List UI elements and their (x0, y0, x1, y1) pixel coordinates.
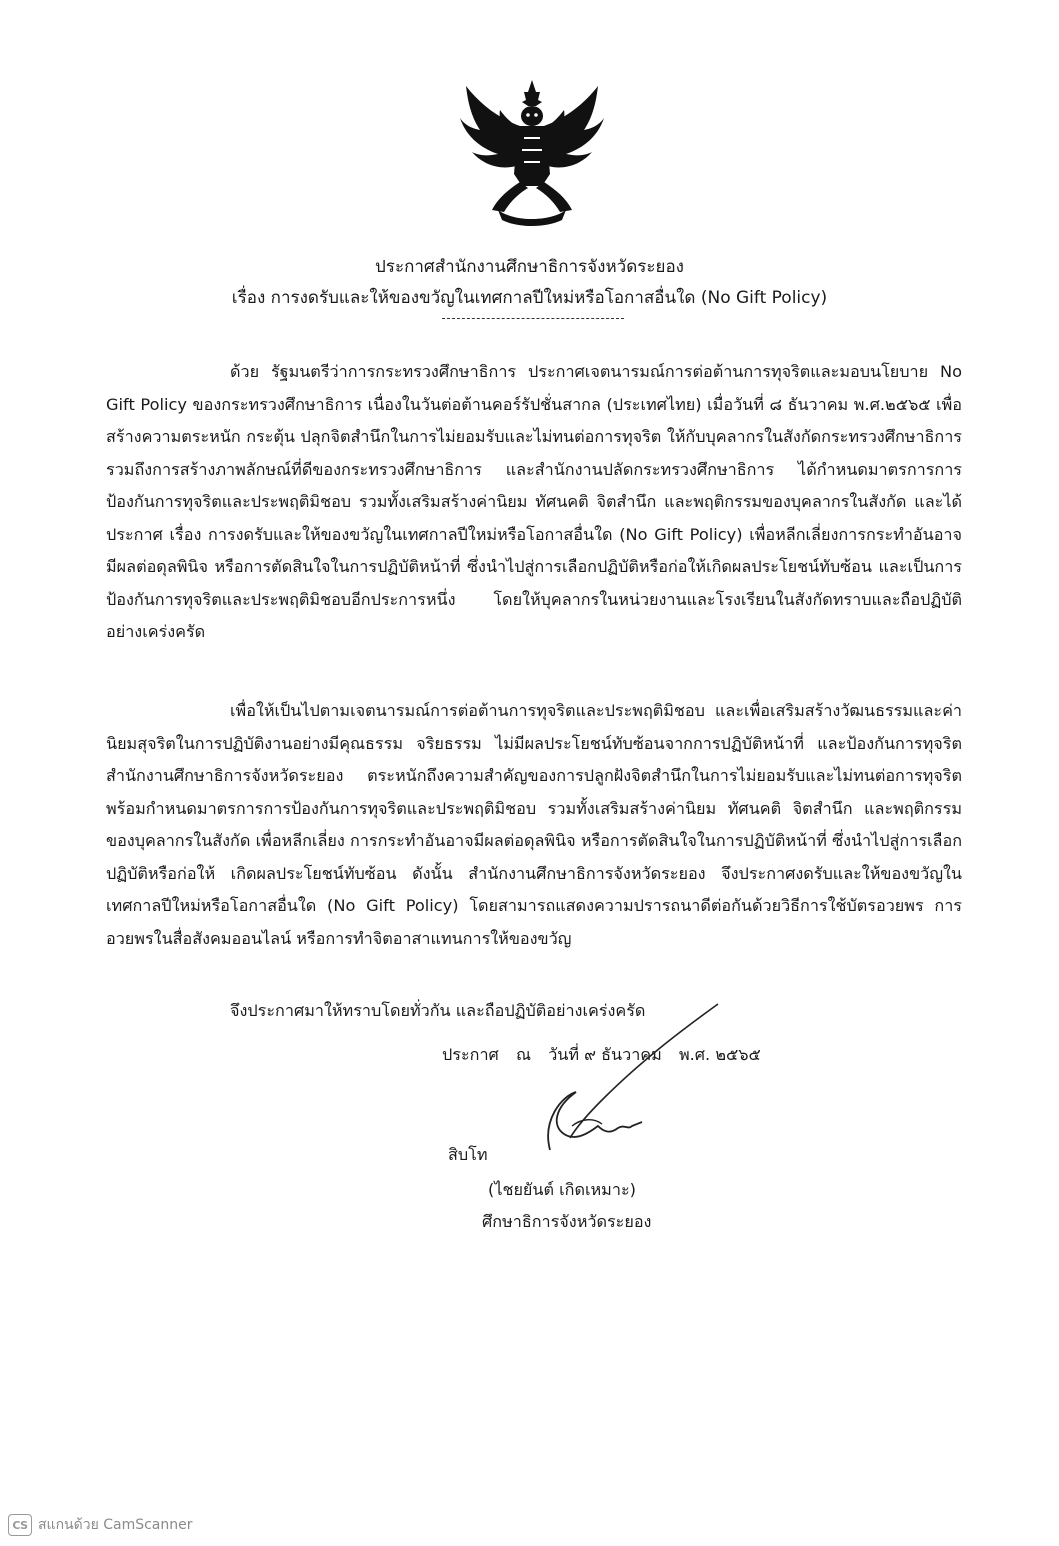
camscanner-watermark (8, 1512, 193, 1538)
dateline-year: พ.ศ. ๒๕๖๕ (678, 1045, 761, 1064)
signatory-name: (ไชยยันต์ เกิดเหมาะ) (488, 1180, 636, 1199)
dateline-day: วันที่ ๙ ธันวาคม (548, 1045, 662, 1064)
signatory-rank: สิบโท (448, 1145, 488, 1164)
body-paragraph-1: ด้วย รัฐมนตรีว่าการกระทรวงศึกษาธิการ ประกาศเจตนารมณ์การต่อต้านการทุจริตและมอบนโยบาย No Gift Policy ของกระทรวงศึกษาธิการ เนื่องในวันต่อต้านคอร์รัปชั่นสากล (ประเทศไทย) เมื่อวันที่ ๘ ธันวาคม พ.ศ.๒๕๖๕ เพื่อสร้างความตระหนัก กระตุ้น ปลุกจิตสำนึกในการไม่ยอมรับและไม่ทนต่อการทุจริต ให้กับบุคลากรในสังกัดกระทรวงศึกษาธิการ รวมถึงการสร้างภาพลักษณ์ที่ดีของกระทรวงศึกษาธิการ และสำนักงานปลัดกระทรวงศึกษาธิการ ได้กำหนดมาตรการการป้องกันการทุจริตและประพฤติมิชอบ รวมทั้งเสริมสร้างค่านิยม ทัศนคติ จิตสำนึก และพฤติกรรมของบุคลากรในสังกัด และได้ประกาศ เรื่อง การงดรับและให้ของขวัญในเทศกาลปีใหม่หรือโอกาสอื่นใด (No Gift Policy) เพื่อหลีกเลี่ยงการกระทำอันอาจมีผลต่อดุลพินิจ หรือการตัดสินใจในการปฏิบัติหน้าที่ ซึ่งนำไปสู่การเลือกปฏิบัติหรือก่อให้เกิดผลประโยชน์ทับซ้อน และเป็นการป้องกันการทุจริตและประพฤติมิชอบอีกประการหนึ่ง โดยให้บุคลากรในหน่วยงานและโรงเรียนในสังกัดทราบและถือปฏิบัติอย่างเคร่งครัด (106, 362, 962, 641)
signature-icon (532, 1000, 732, 1160)
document-title-line2: เรื่อง การงดรับและให้ของขวัญในเทศกาลปีใหม่หรือโอกาสอื่นใด (No Gift Policy) (231, 288, 828, 308)
garuda-emblem-icon (458, 78, 606, 228)
document-title-line1: ประกาศสำนักงานศึกษาธิการจังหวัดระยอง (375, 257, 684, 277)
signatory-position: ศึกษาธิการจังหวัดระยอง (482, 1212, 652, 1231)
title-divider (442, 318, 624, 319)
body-paragraph-2: เพื่อให้เป็นไปตามเจตนารมณ์การต่อต้านการทุจริตและประพฤติมิชอบ และเพื่อเสริมสร้างวัฒนธรรมและค่านิยมสุจริตในการปฏิบัติงานอย่างมีคุณธรรม จริยธรรม ไม่มีผลประโยชน์ทับซ้อนจากการปฏิบัติหน้าที่ และป้องกันการทุจริต สำนักงานศึกษาธิการจังหวัดระยอง ตระหนักถึงความสำคัญของการปลูกฝังจิตสำนึกในการไม่ยอมรับและไม่ทนต่อการทุจริต พร้อมกำหนดมาตรการการป้องกันการทุจริตและประพฤติมิชอบ รวมทั้งเสริมสร้างค่านิยม ทัศนคติ จิตสำนึก และพฤติกรรมของบุคลากรในสังกัด เพื่อหลีกเลี่ยง การกระทำอันอาจมีผลต่อดุลพินิจ หรือการตัดสินใจในการปฏิบัติหน้าที่ ซึ่งนำไปสู่การเลือกปฏิบัติหรือก่อให้ เกิดผลประโยชน์ทับซ้อน ดังนั้น สำนักงานศึกษาธิการจังหวัดระยอง จึงประกาศงดรับและให้ของขวัญในเทศกาลปีใหม่หรือโอกาสอื่นใด (No Gift Policy) โดยสามารถแสดงความปรารถนาดีต่อกันด้วยวิธีการใช้บัตรอวยพร การอวยพรในสื่อสังคมออนไลน์ หรือการทำจิตอาสาแทนการให้ของขวัญ (106, 701, 962, 948)
dateline-at: ณ (516, 1045, 532, 1064)
camscanner-logo-icon: CS (8, 1514, 32, 1536)
dateline-prefix: ประกาศ (442, 1045, 499, 1064)
camscanner-text: สแกนด้วย CamScanner (38, 1517, 193, 1533)
announcement-line: จึงประกาศมาให้ทราบโดยทั่วกัน และถือปฏิบัติอย่างเคร่งครัด (230, 1001, 646, 1020)
